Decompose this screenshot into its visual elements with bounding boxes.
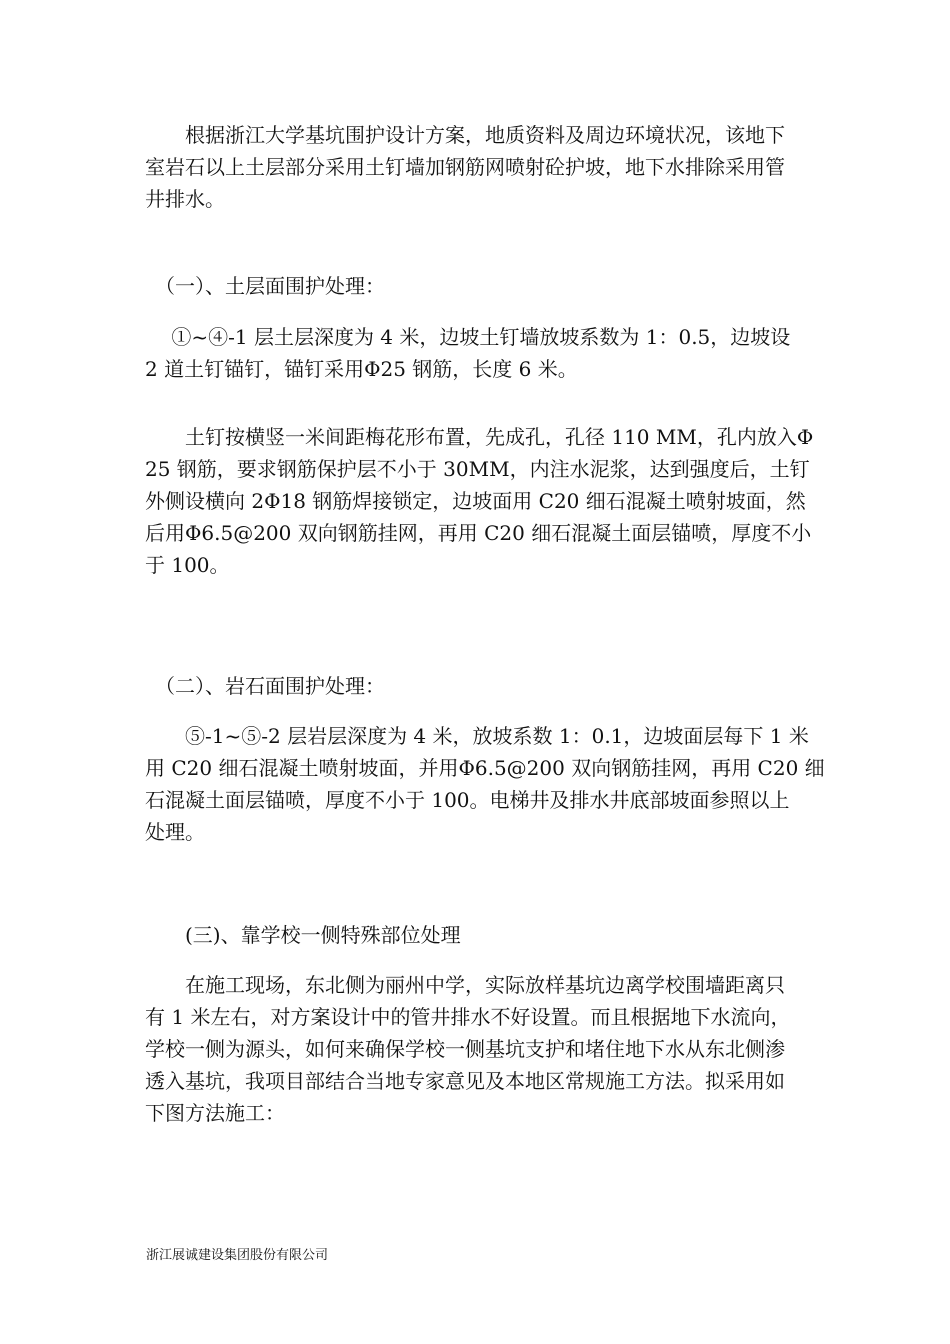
text-line: 2 道土钉锚钉，锚钉采用Φ25 钢筋，长度 6 米。 [145,357,578,381]
section-heading-school [145,919,810,951]
text-line: 根据浙江大学基坑围护设计方案，地质资料及周边环境状况，该地下 [145,123,785,147]
paragraph-intro [145,119,810,215]
text-line: 土钉按横竖一米间距梅花形布置，先成孔，孔径 110 MM，孔内放入Φ [145,425,814,449]
text-line: 室岩石以上土层部分采用土钉墙加钢筋网喷射砼护坡，地下水排除采用管 [145,155,785,179]
text-line: 在施工现场，东北侧为丽州中学，实际放样基坑边离学校围墙距离只 [145,973,785,997]
text-line: 石混凝土面层锚喷，厚度不小于 100。电梯井及排水井底部坡面参照以上 [145,788,790,812]
section-heading-soil [145,270,810,302]
footer-company-name: 浙江展诚建设集团股份有限公司 [146,1248,329,1263]
text-line: 用 C20 细石混凝土喷射坡面，并用Φ6.5@200 双向钢筋挂网，再用 C20 细 [145,756,825,780]
paragraph-school [145,969,810,1129]
heading-line: （一）、土层面围护处理： [145,274,385,298]
text-line: ①~④-1 层土层深度为 4 米，边坡土钉墙放坡系数为 1：0.5，边坡设 [145,325,791,349]
text-line: 后用Φ6.5@200 双向钢筋挂网，再用 C20 细石混凝土面层锚喷，厚度不小 [145,521,812,545]
paragraph-rock [145,720,825,848]
text-line: 25 钢筋，要求钢筋保护层不小于 30MM，内注水泥浆，达到强度后，土钉 [145,457,810,481]
heading-line: (三)、靠学校一侧特殊部位处理 [145,923,461,947]
heading-line: （二）、岩石面围护处理： [145,674,385,698]
paragraph-soil-nail [145,421,814,581]
text-line: 透入基坑，我项目部结合当地专家意见及本地区常规施工方法。拟采用如 [145,1069,785,1093]
text-line: 于 100。 [145,553,230,577]
section-heading-rock [145,670,810,702]
text-line: 下图方法施工： [145,1101,285,1125]
text-line: 学校一侧为源头，如何来确保学校一侧基坑支护和堵住地下水从东北侧渗 [145,1037,785,1061]
paragraph-soil-depth [145,321,810,385]
text-line: 井排水。 [145,187,225,211]
text-line: ⑤-1~⑤-2 层岩层深度为 4 米，放坡系数 1：0.1，边坡面层每下 1 米 [145,724,809,748]
text-line: 外侧设横向 2Φ18 钢筋焊接锁定，边坡面用 C20 细石混凝土喷射坡面，然 [145,489,806,513]
text-line: 有 1 米左右，对方案设计中的管井排水不好设置。而且根据地下水流向， [145,1005,791,1029]
text-line: 处理。 [145,820,205,844]
